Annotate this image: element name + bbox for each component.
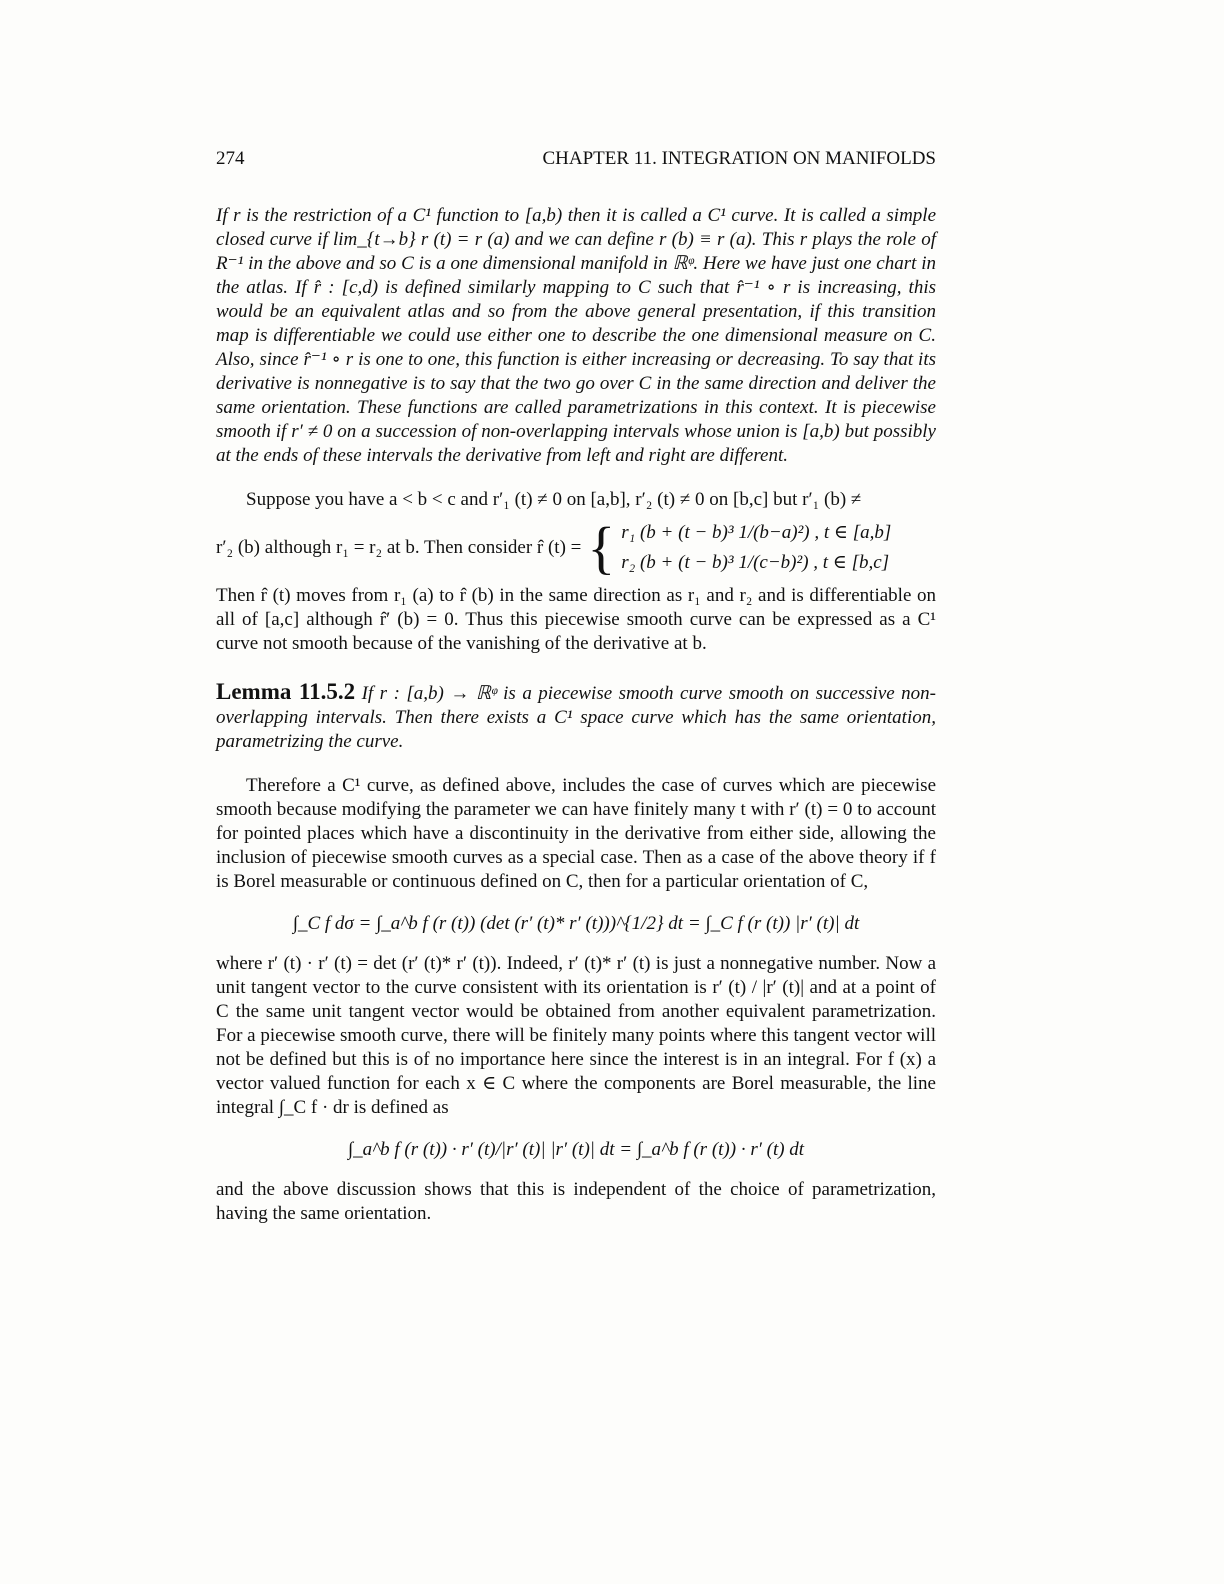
case-line-2: r₂ (b + (t − b)³ 1/(c−b)²) , t ∈ [b,c]	[621, 552, 890, 573]
case-line-1: r₁ (b + (t − b)³ 1/(b−a)²) , t ∈ [a,b]	[621, 522, 892, 543]
piecewise-definition	[216, 515, 936, 580]
page-header	[216, 148, 936, 170]
lemma-statement: If r : [a,b) → ℝᵠ is a piecewise smooth curve smooth on successive non-overlapping intervals. Then there exists a C¹ space curve which has the same orientation, parametrizing the curve.	[216, 683, 937, 752]
equation-line-integral-vector: ∫_a^b f (r (t)) · r′ (t)/|r′ (t)| |r′ (t)| dt = ∫_a^b f (r (t)) · r′ (t) dt	[347, 1139, 805, 1160]
cases-equation	[587, 515, 892, 580]
page-number: 274	[216, 148, 245, 169]
example-paragraph-line1: Suppose you have a < b < c and r′₁ (t) ≠ 0 on [a,b], r′₂ (t) ≠ 0 on [b,c] but r′₁ (b) ≠	[246, 489, 862, 510]
left-brace-icon: {	[587, 515, 616, 580]
example-paragraph-rest: Then r̂ (t) moves from r₁ (a) to r̂ (b) in the same direction as r₁ and r₂ and is differentiable on all of [a,c] although r̂′ (b) = 0. Thus this piecewise smooth curve can be expressed as a C¹ curve not smooth because of the vanishing of the derivative at b.	[216, 585, 936, 654]
chapter-title: CHAPTER 11. INTEGRATION ON MANIFOLDS	[542, 148, 936, 169]
lemma-title: Lemma 11.5.2	[216, 679, 356, 704]
discussion-paragraph: Therefore a C¹ curve, as defined above, includes the case of curves which are piecewise smooth because modifying the parameter we can have finitely many t with r′ (t) = 0 to account for pointed places which have a discontinuity in the derivative from either side, allowing the inclusion of piecewise smooth curves as a special case. Then as a case of the above theory if f is Borel measurable or continuous defined on C, then for a particular orientation of C,	[216, 775, 936, 892]
definition-paragraph: If r is the restriction of a C¹ function to [a,b) then it is called a C¹ curve. It is called a simple closed curve if lim_{t→b} r (t) = r (a) and we can define r (b) ≡ r (a). This r plays the role of R⁻¹ in the above and so C is a one dimensional manifold in ℝᵠ. Here we have just one chart in the atlas. If r̂ : [c,d) is defined similarly mapping to C such that r̂⁻¹ ∘ r is increasing, this would be an equivalent atlas and so from the above general presentation, if this transition map is differentiable we could use either one to describe the one dimensional measure on C. Also, since r̂⁻¹ ∘ r is one to one, this function is either increasing or decreasing. To say that its derivative is nonnegative is to say that the two go over C in the same direction and deliver the same orientation. These functions are called parametrizations in this context. It is piecewise smooth if r′ ≠ 0 on a succession of non-overlapping intervals whose union is [a,b) but possibly at the ends of these intervals the derivative from left and right are different.	[216, 205, 936, 466]
equation-line-integral-scalar: ∫_C f dσ = ∫_a^b f (r (t)) (det (r′ (t)* r′ (t)))^{1/2} dt = ∫_C f (r (t)) |r′ (t)| dt	[292, 913, 860, 934]
closing-paragraph: and the above discussion shows that this is independent of the choice of parametrization, having the same orientation.	[216, 1179, 936, 1224]
page-body	[216, 204, 936, 1226]
tangent-paragraph: where r′ (t) · r′ (t) = det (r′ (t)* r′ (t)). Indeed, r′ (t)* r′ (t) is just a nonnegative number. Now a unit tangent vector to the curve consistent with its orientation is r′ (t) / |r′ (t)| and at a point of C the same unit tangent vector would be obtained from another equivalent parametrization. For a piecewise smooth curve, there will be finitely many points where this tangent vector will not be defined but this is of no importance here since the interest is in an integral. For f (x) a vector valued function for each x ∈ C where the components are Borel measurable, the line integral ∫_C f · dr is defined as	[216, 953, 936, 1118]
lemma-block	[216, 680, 936, 754]
example-paragraph-prefix: r′₂ (b) although r₁ = r₂ at b. Then consider r̂ (t) =	[216, 537, 582, 558]
